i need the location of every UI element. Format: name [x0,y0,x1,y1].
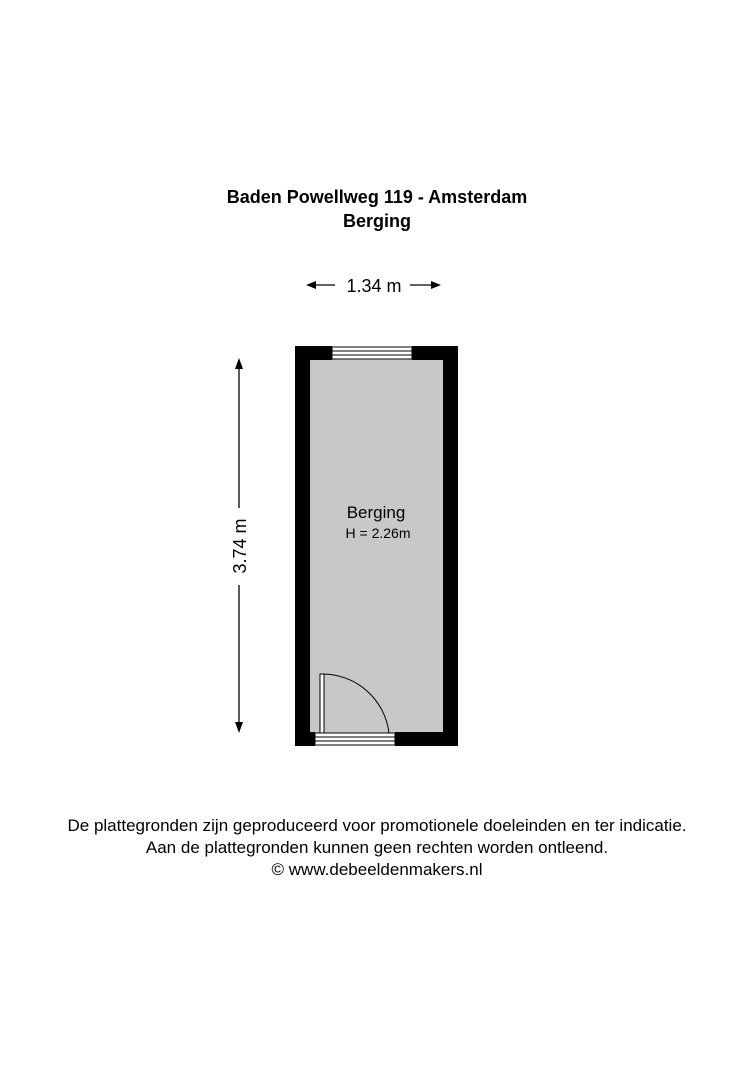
room-floor [309,359,443,733]
wall-bottom-right [395,732,458,746]
plan-title-address: Baden Powellweg 119 - Amsterdam [226,187,528,207]
width-dimension [306,276,441,296]
door-threshold [315,733,395,745]
wall-top-right [412,346,458,360]
wall-top-left [295,346,332,360]
disclaimer-line-2: Aan de plattegronden kunnen geen rechten worden ontleend. [145,838,609,857]
wall-bottom-left [295,732,315,746]
wall-left [295,346,310,746]
width-dimension-label: 1.34 m [346,276,402,296]
copyright-line: © www.debeeldenmakers.nl [271,860,483,879]
length-dimension-label: 3.74 m [230,518,250,574]
disclaimer-line-1: De plattegronden zijn geproduceerd voor promotionele doeleinden en ter indicatie. [67,816,687,835]
length-dimension [230,358,250,733]
window-top [332,347,412,359]
room-name-label: Berging [346,503,406,522]
wall-right [443,346,458,746]
room-height-label: H = 2.26m [345,525,411,541]
plan-title-floor: Berging [342,211,411,231]
